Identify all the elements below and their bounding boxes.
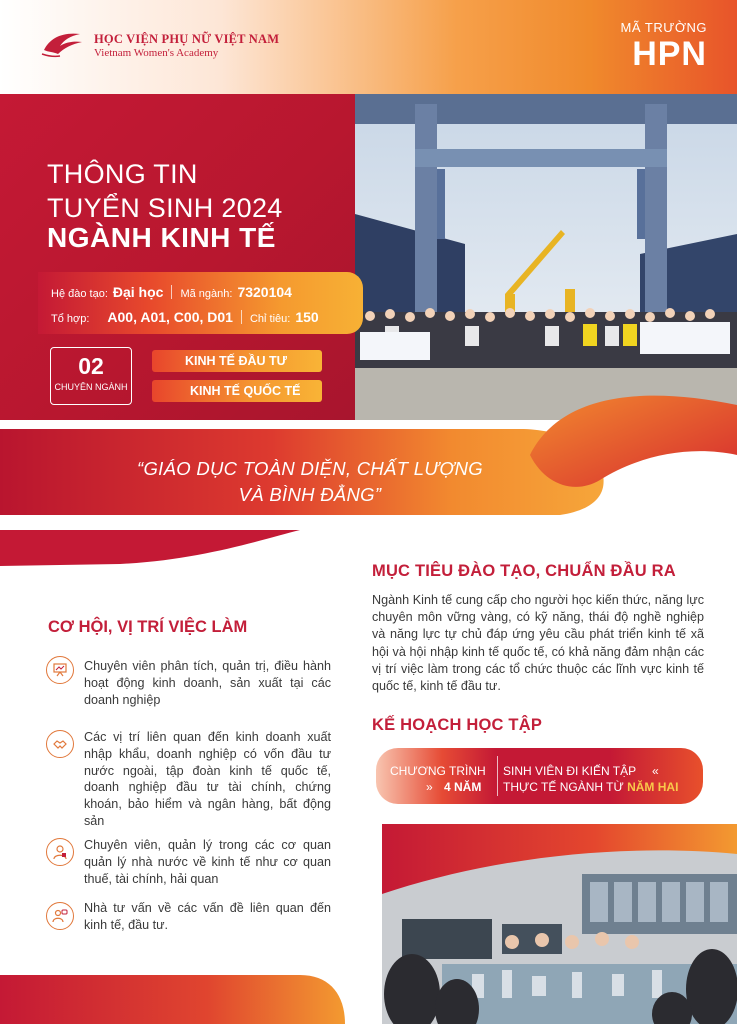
- info-row-1: [51, 284, 292, 300]
- program-arrow: »: [426, 780, 433, 794]
- combo-value: A00, A01, C00, D01: [107, 309, 233, 325]
- careers-heading: CƠ HỘI, VỊ TRÍ VIỆC LÀM: [48, 618, 248, 636]
- dove-logo-icon: [40, 30, 86, 60]
- admission-info-bar: [38, 272, 363, 334]
- field-trip-line1: SINH VIÊN ĐI KIẾN TẬP: [503, 764, 637, 778]
- quote-band-shape: [0, 350, 737, 550]
- major-title: NGÀNH KINH TẾ: [47, 222, 276, 253]
- officer-icon: [46, 838, 74, 866]
- career-item: Nhà tư vấn về các vấn đề liên quan đến kinh tế, đầu tư.: [84, 901, 331, 932]
- level-value: Đại học: [112, 284, 164, 300]
- decorative-curve: [0, 530, 300, 570]
- divider: [171, 285, 172, 299]
- exhibition-photo-illustration: [382, 824, 737, 1024]
- field-trip-prefix: THỰC TẾ NGÀNH TỪ: [503, 780, 624, 794]
- motto-line2: VÀ BÌNH ĐẲNG”: [238, 484, 382, 505]
- program-years: 4 NĂM: [444, 780, 482, 794]
- divider: [497, 756, 498, 796]
- presentation-icon: [46, 656, 74, 684]
- school-code-value: HPN: [632, 35, 707, 73]
- academy-logo: [40, 30, 279, 60]
- combo-label: Tổ hợp:: [51, 313, 90, 325]
- field-trip-line2: [503, 780, 678, 794]
- divider: [241, 310, 242, 324]
- motto-quote: [110, 456, 510, 508]
- career-item: Chuyên viên phân tích, quản trị, điều hành hoạt động kinh doanh, sản xuất tại các doanh nghiệp: [84, 659, 331, 707]
- specialization-pill: KINH TẾ QUỐC TẾ: [152, 380, 322, 402]
- consultant-icon: [46, 902, 74, 930]
- field-trip-highlight: NĂM HAI: [627, 780, 679, 794]
- logo-name: HỌC VIỆN PHỤ NỮ VIỆT NAM: [94, 31, 280, 46]
- info-row-2: [51, 309, 319, 325]
- handshake-icon: [46, 730, 74, 758]
- quota-value: 150: [295, 309, 319, 325]
- hero-title-line1: THÔNG TIN: [47, 159, 198, 189]
- code-label: Mã ngành:: [180, 288, 233, 300]
- exhibition-visit-photo: [382, 824, 737, 1024]
- code-value: 7320104: [237, 284, 292, 300]
- specialization-count-label: CHUYÊN NGÀNH: [54, 382, 128, 392]
- quota-label: Chỉ tiêu:: [249, 313, 291, 325]
- specialization-count: 02: [78, 353, 104, 379]
- goals-heading: MỤC TIÊU ĐÀO TẠO, CHUẨN ĐẦU RA: [372, 562, 676, 580]
- school-code-label: MÃ TRƯỜNG: [620, 20, 707, 35]
- hero-title: [47, 157, 283, 225]
- goals-paragraph: Ngành Kinh tế cung cấp cho người học kiến thức, năng lực chuyên môn vững vàng, có kỹ năng, thái độ nghề nghiệp và năng lực tự chủ đáp ứng yêu cầu phát triển kinh tế xã hội và hội nhập kinh tế quốc tế, có khả năng đảm nhận các vị trí việc làm trong các tổ chức thuộc các lĩnh vực kinh tế quốc tế, kinh tế đầu tư.: [372, 593, 704, 694]
- field-trip-arrow: «: [652, 764, 659, 778]
- plan-heading: KẾ HOẠCH HỌC TẬP: [372, 716, 543, 734]
- motto-line1: “GIÁO DỤC TOÀN DIỆN, CHẤT LƯỢNG: [137, 458, 483, 479]
- bottom-decorative-shape: [0, 965, 345, 1024]
- career-item: Các vị trí liên quan đến kinh doanh xuất nhập khẩu, doanh nghiệp có vốn đầu tư nước ngoài, tập đoàn kinh tế quốc tế, doanh nghiệp đầu tư tài chính, chứng khoán, bảo hiểm và ngân hàng, bất động sản: [84, 730, 331, 828]
- logo-subtitle: Vietnam Women's Academy: [94, 46, 219, 59]
- specialization-pill: KINH TẾ ĐẦU TƯ: [152, 350, 322, 372]
- program-label: CHƯƠNG TRÌNH: [390, 764, 486, 778]
- career-item: Chuyên viên, quản lý trong các cơ quan quản lý nhà nước về kinh tế như cơ quan thuế, tài chính, hải quan: [84, 838, 331, 886]
- hero-title-line2: TUYỂN SINH 2024: [47, 193, 283, 223]
- level-label: Hệ đào tạo:: [51, 288, 108, 300]
- school-code: [621, 20, 707, 73]
